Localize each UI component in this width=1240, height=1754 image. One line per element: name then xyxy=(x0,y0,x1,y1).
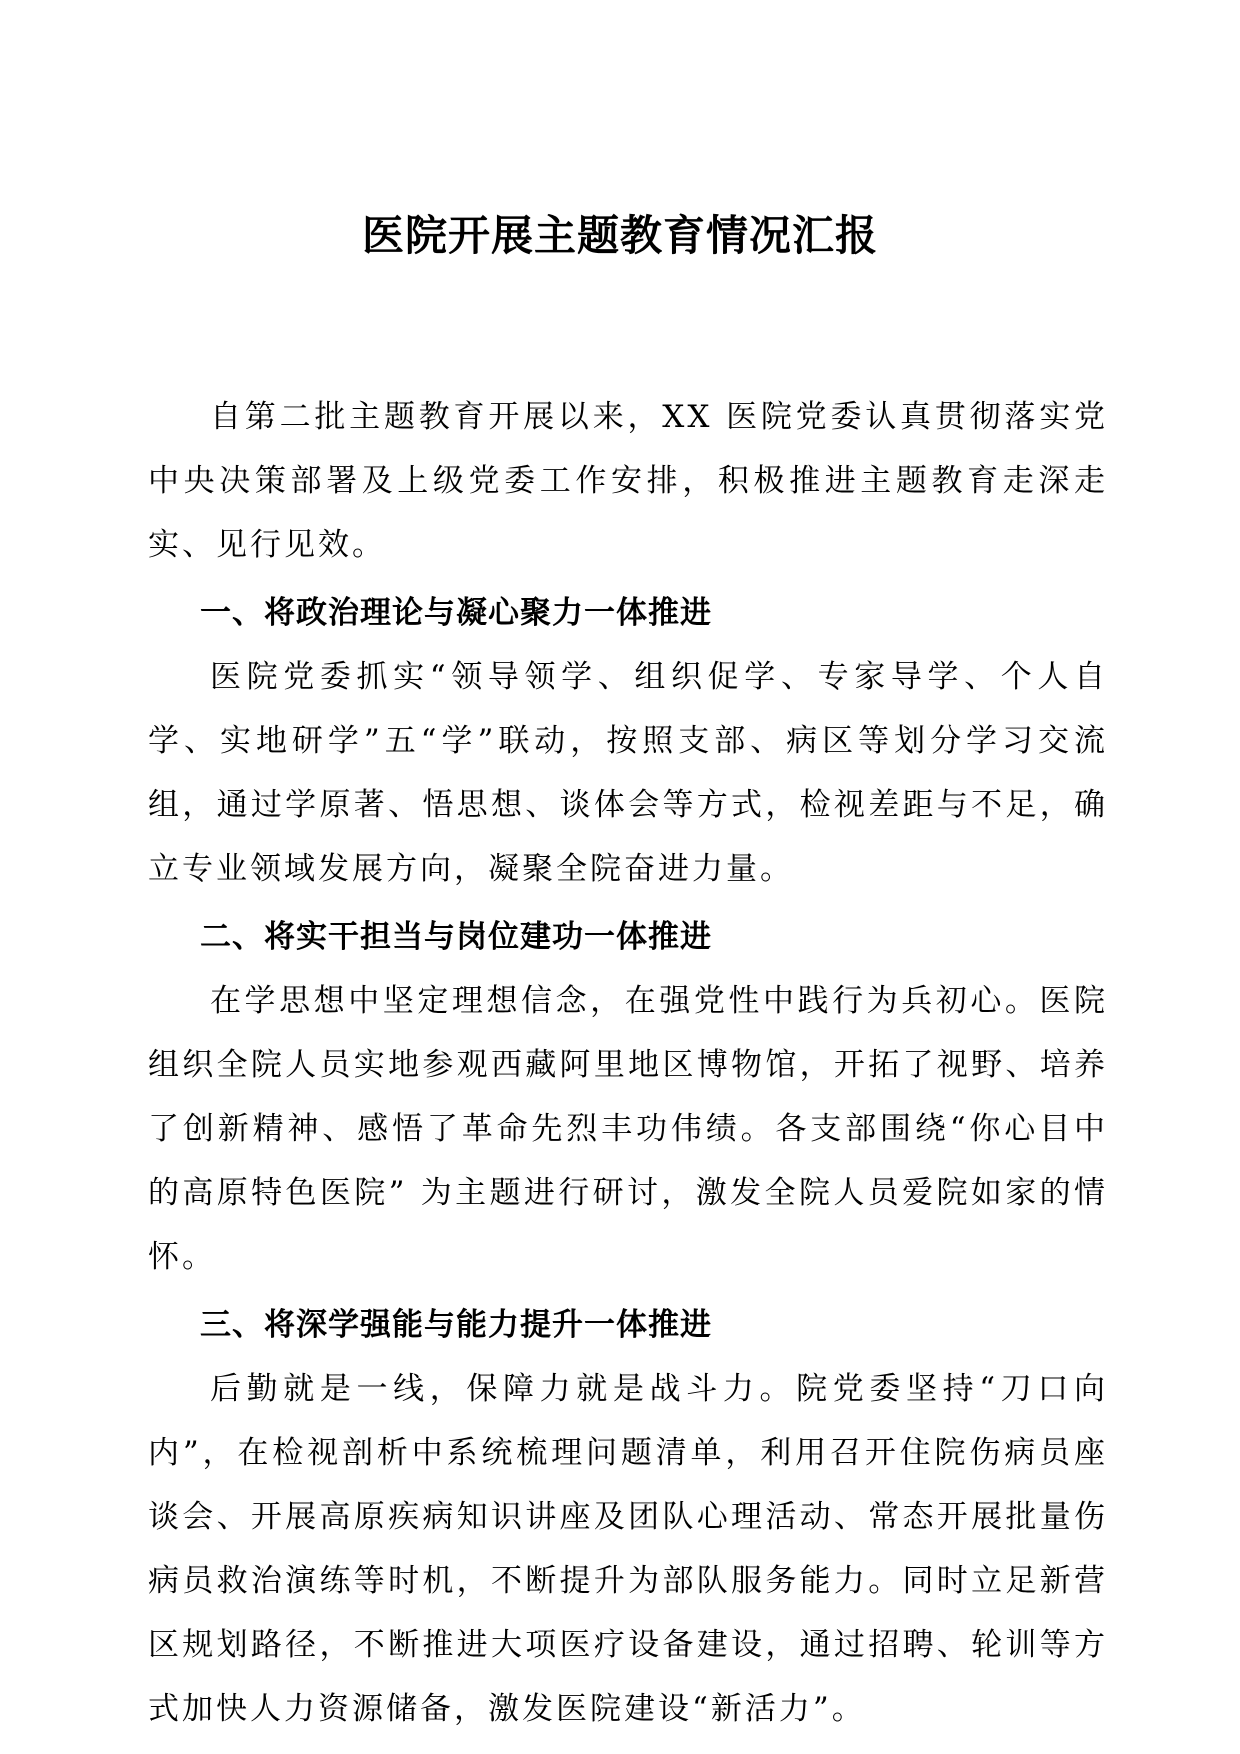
section-2-heading: 二、将实干担当与岗位建功一体推进 xyxy=(200,919,712,955)
document-title: 医院开展主题教育情况汇报 xyxy=(361,211,878,260)
section-1-heading: 一、将政治理论与凝心聚力一体推进 xyxy=(200,595,712,631)
intro-paragraph: 自第二批主题教育开展以来，XX 医院党委认真贯彻落实党中央决策部署及上级党委工作安排，积极推进主题教育走深走实、见行见效。 xyxy=(148,399,1108,563)
section-2-paragraph: 在学思想中坚定理想信念，在强党性中践行为兵初心。医院组织全院人员实地参观西藏阿里地区博物馆，开拓了视野、培养了创新精神、感悟了革命先烈丰功伟绩。各支部围绕“你心目中的高原特色医院” 为主题进行研讨，激发全院人员爱院如家的情怀。 xyxy=(148,983,1108,1275)
section-3-heading: 三、将深学强能与能力提升一体推进 xyxy=(200,1307,712,1343)
document-body xyxy=(148,385,1108,1741)
section-3-paragraph: 后勤就是一线，保障力就是战斗力。院党委坚持“刀口向内”，在检视剖析中系统梳理问题清单，利用召开住院伤病员座谈会、开展高原疾病知识讲座及团队心理活动、常态开展批量伤病员救治演练等时机，不断提升为部队服务能力。同时立足新营区规划路径，不断推进大项医疗设备建设，通过招聘、轮训等方式加快人力资源储备，激发医院建设“新活力”。 xyxy=(148,1371,1108,1727)
section-1-paragraph: 医院党委抓实“领导领学、组织促学、专家导学、个人自学、实地研学”五“学”联动，按照支部、病区等划分学习交流组，通过学原著、悟思想、谈体会等方式，检视差距与不足，确立专业领域发展方向，凝聚全院奋进力量。 xyxy=(148,659,1108,887)
